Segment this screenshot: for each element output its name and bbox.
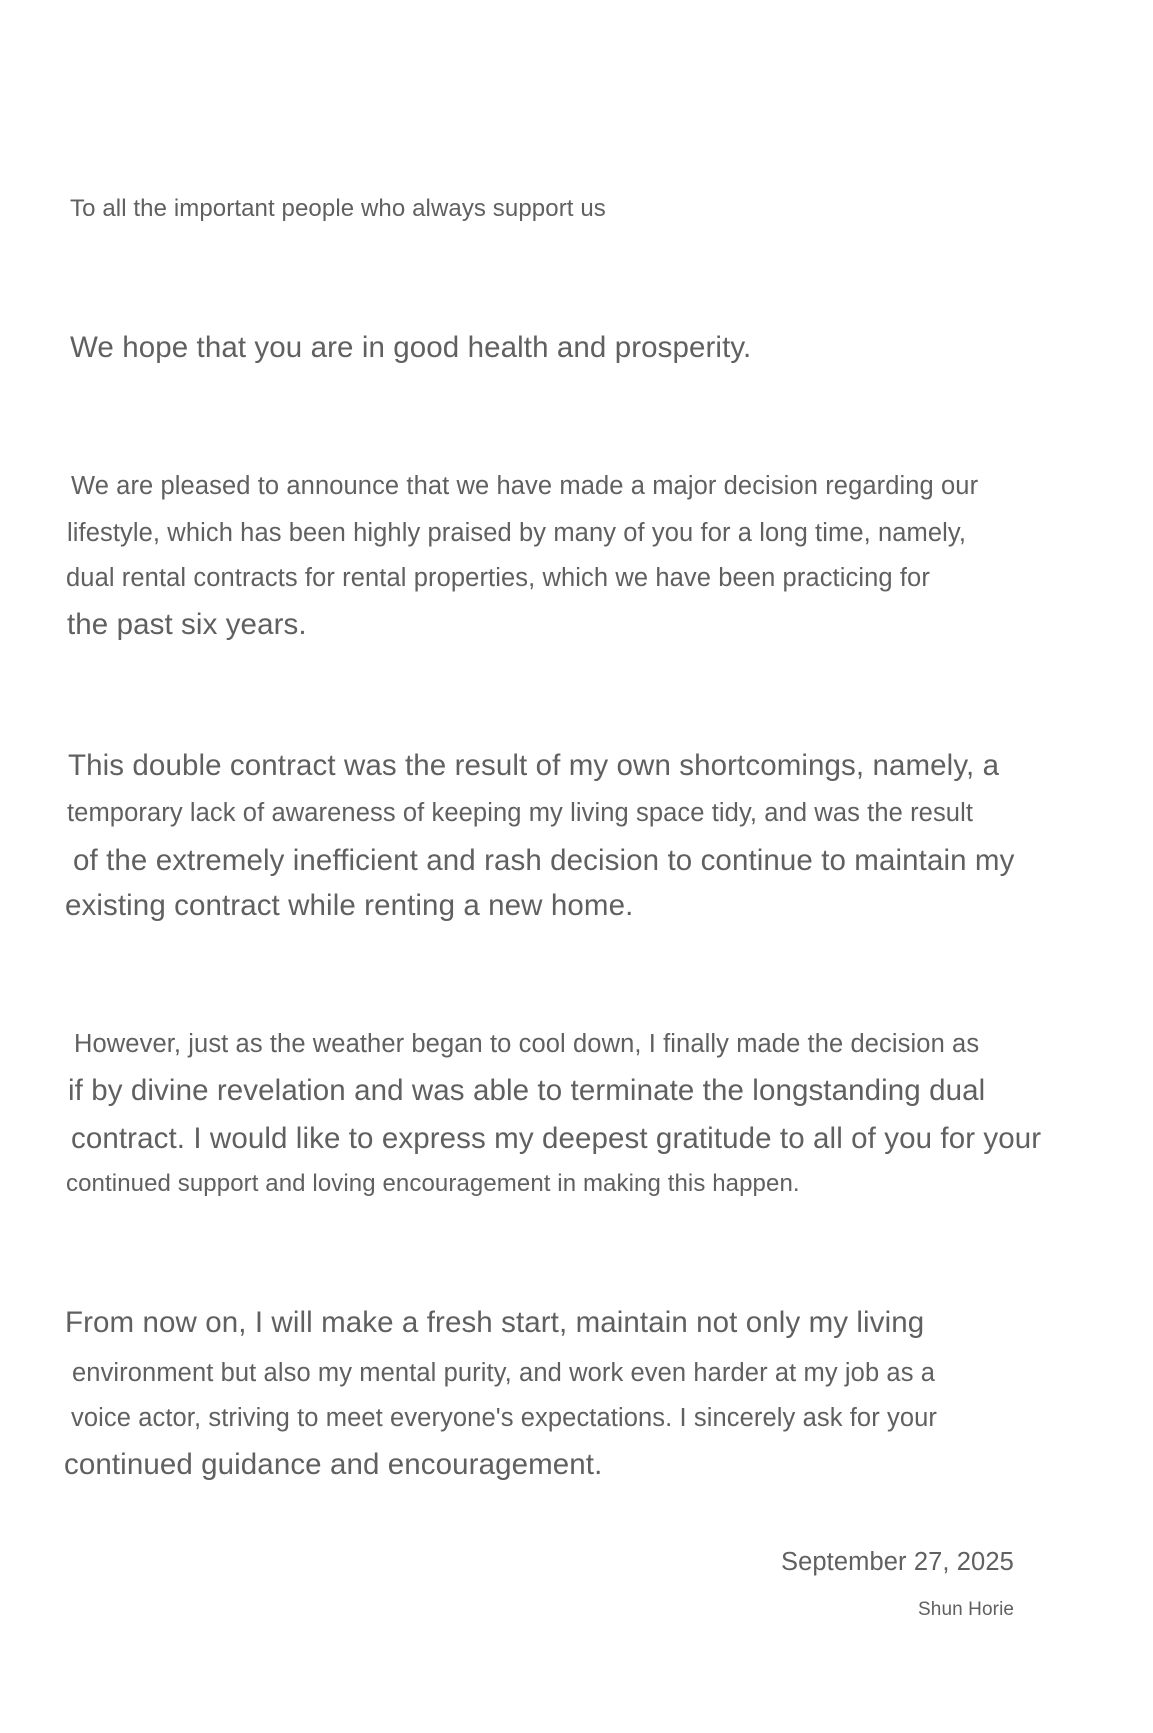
paragraph-line: From now on, I will make a fresh start, maintain not only my living bbox=[65, 1306, 925, 1339]
paragraph-line: This double contract was the result of my own shortcomings, namely, a bbox=[68, 749, 1000, 782]
paragraph-line: continued support and loving encouragement in making this happen. bbox=[66, 1170, 800, 1197]
paragraph-line: existing contract while renting a new home. bbox=[65, 889, 634, 922]
paragraph-line: environment but also my mental purity, and work even harder at my job as a bbox=[72, 1359, 936, 1387]
paragraph-line: However, just as the weather began to cool down, I finally made the decision as bbox=[74, 1030, 980, 1058]
signature: Shun Horie bbox=[918, 1599, 1015, 1620]
paragraph-line: if by divine revelation and was able to terminate the longstanding dual bbox=[68, 1074, 986, 1107]
paragraph-line: dual rental contracts for rental properties, which we have been practicing for bbox=[66, 564, 930, 592]
paragraph-line: We are pleased to announce that we have made a major decision regarding our bbox=[71, 472, 979, 500]
paragraph-line: of the extremely inefficient and rash decision to continue to maintain my bbox=[73, 844, 1015, 877]
paragraph-line: continued guidance and encouragement. bbox=[64, 1448, 603, 1481]
paragraph-line: temporary lack of awareness of keeping my living space tidy, and was the result bbox=[67, 799, 974, 827]
paragraph-line: the past six years. bbox=[67, 608, 307, 641]
letter-date: September 27, 2025 bbox=[781, 1548, 1014, 1576]
paragraph-line: contract. I would like to express my deepest gratitude to all of you for your bbox=[71, 1122, 1042, 1155]
paragraph-line: voice actor, striving to meet everyone's expectations. I sincerely ask for your bbox=[71, 1404, 937, 1432]
salutation: To all the important people who always support us bbox=[70, 195, 606, 222]
greeting: We hope that you are in good health and prosperity. bbox=[70, 331, 752, 364]
paragraph-line: lifestyle, which has been highly praised by many of you for a long time, namely, bbox=[67, 519, 967, 547]
